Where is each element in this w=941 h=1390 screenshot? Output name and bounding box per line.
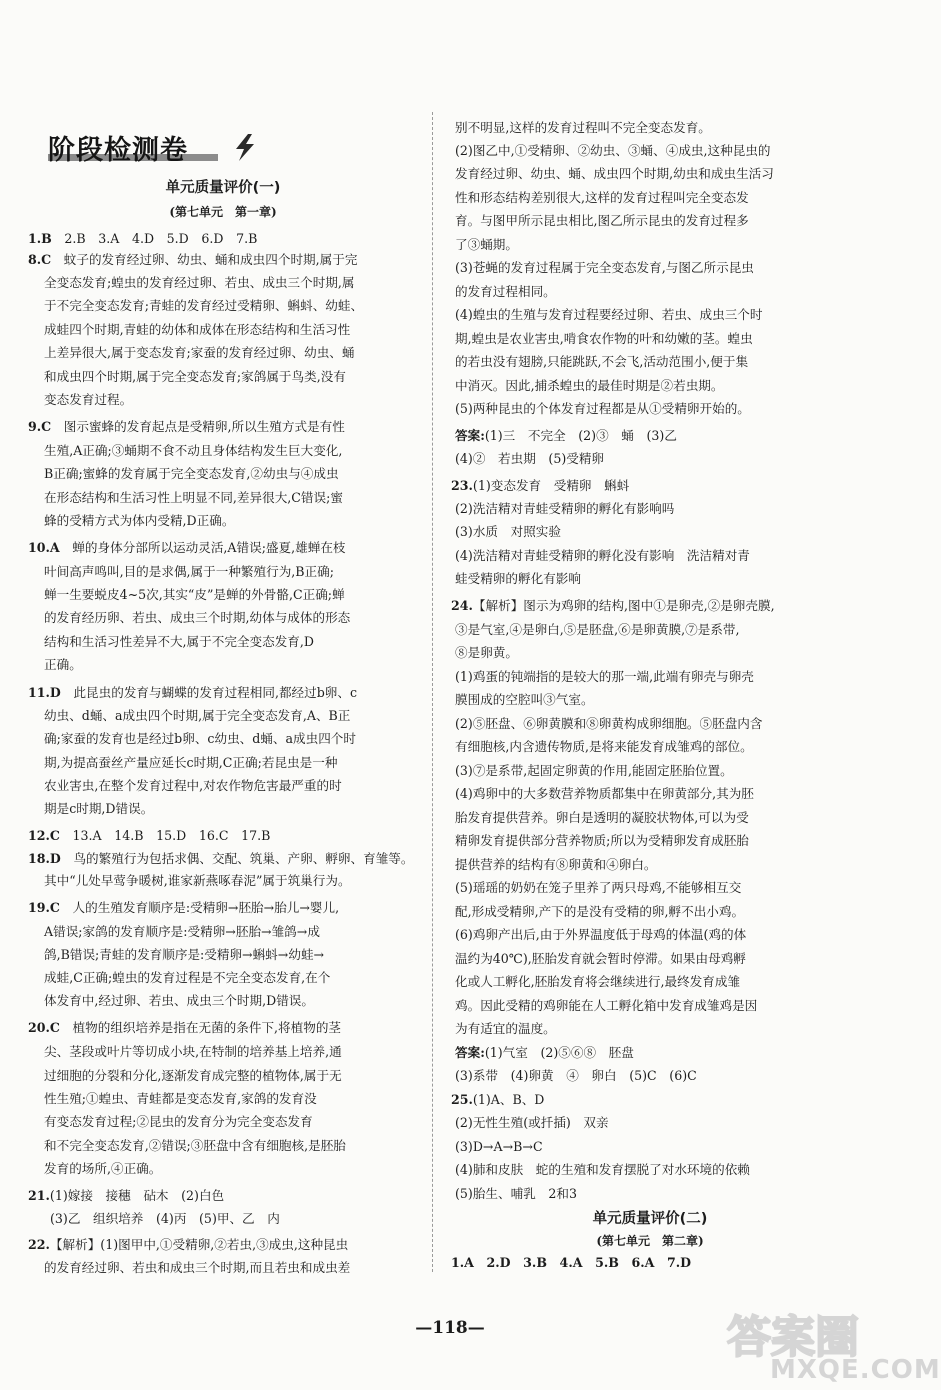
column-divider [432, 112, 433, 1272]
right-text-line: ⑧是卵黄。 [455, 645, 518, 660]
page-number: —118— [415, 1318, 485, 1338]
right-text-line: (5)瑶瑶的奶奶在笼子里养了两只母鸡,不能够相互交 [455, 880, 742, 895]
right-text-line: 为有适宜的温度。 [455, 1021, 556, 1036]
left-text-line: 尖、茎段或叶片等切成小块,在特制的培养基上培养,通 [44, 1044, 342, 1059]
left-text-line: 有变态发育过程;②昆虫的发育分为完全变态发育 [44, 1114, 313, 1129]
left-text-line: 18.D 鸟的繁殖行为包括求偶、交配、筑巢、产卵、孵卵、育雏等。 [28, 851, 414, 866]
left-text-line: 成蛙,C正确;蝗虫的发育过程是不完全变态发育,在个 [44, 970, 331, 985]
right-text-line: 答案:(1)气室 (2)⑤⑥⑧ 胚盘 [455, 1045, 634, 1060]
left-text-line: 9.C 图示蜜蜂的发育起点是受精卵,所以生殖方式是有性 [28, 419, 345, 434]
left-text-line: 幼虫、d蛹、a成虫四个时期,属于完全变态发育,A、B正 [44, 708, 351, 723]
right-text-line: (4)蝗虫的生殖与发育过程要经过卵、若虫、成虫三个时 [455, 307, 763, 322]
section1-title: 单元质量评价(一) [165, 180, 281, 196]
left-text-line: 体发育中,经过卵、若虫、成虫三个时期,D错误。 [44, 993, 314, 1008]
right-text-line: (5)两种昆虫的个体发育过程都是从①受精卵开始的。 [455, 401, 750, 416]
left-text-line: 过细胞的分裂和分化,逐渐发育成完整的植物体,属于无 [44, 1068, 342, 1083]
svg-text:答案圈: 答案圈 [727, 1312, 859, 1363]
right-text-line: (2)无性生殖(或扦插) 双亲 [455, 1115, 609, 1130]
left-text-line: 期,为提高蚕丝产量应延长c时期,C正确;若昆虫是一种 [44, 755, 338, 770]
right-text-line: 的发育过程相同。 [455, 284, 556, 299]
left-text-line: 发育的场所,④正确。 [44, 1161, 162, 1176]
left-text-line: 21.(1)嫁接 接穗 砧木 (2)白色 [28, 1188, 225, 1203]
left-text-line: 鸽,B错误;青蛙的发育顺序是:受精卵→蝌蚪→幼蛙→ [44, 947, 325, 962]
right-text-line: (2)图乙中,①受精卵、②幼虫、③蛹、④成虫,这种昆虫的 [455, 143, 771, 158]
section2-subtitle: (第七单元 第二章) [596, 1234, 704, 1248]
left-text-line: 19.C 人的生殖发育顺序是:受精卵→胚胎→胎儿→婴儿, [28, 900, 340, 915]
right-text-line: 温约为40℃),胚胎发育就会暂时停滞。如果由母鸡孵 [455, 951, 746, 966]
right-text-line: (6)鸡卵产出后,由于外界温度低于母鸡的体温(鸡的体 [455, 927, 747, 942]
left-text-line: (3)乙 组织培养 (4)丙 (5)甲、乙 内 [50, 1211, 280, 1226]
right-text-line: (4)鸡卵中的大多数营养物质都集中在卵黄部分,其为胚 [455, 786, 754, 801]
right-text-line: 答案:(1)三 不完全 (2)③ 蛹 (3)乙 [455, 428, 677, 443]
left-text-line: 8.C 蚊子的发育经过卵、幼虫、蛹和成虫四个时期,属于完 [28, 252, 358, 267]
left-text-line: 蝉一生要蜕皮4~5次,其实“皮”是蝉的外骨骼,C正确;蝉 [44, 587, 345, 602]
right-text-line: 胎发育提供营养。卵白是透明的凝胶状物体,可以为受 [455, 810, 749, 825]
right-text-line: (4)肺和皮肤 蛇的生殖和发育摆脱了对水环境的依赖 [455, 1162, 750, 1177]
left-text-line: 变态发育过程。 [44, 392, 133, 407]
left-text-line: 蜂的受精方式为体内受精,D正确。 [44, 513, 235, 528]
left-text-line: 成蛙四个时期,青蛙的幼体和成体在形态结构和生活习性 [44, 322, 351, 337]
right-text-line: (3)D→A→B→C [455, 1139, 543, 1154]
section2-title: 单元质量评价(二) [592, 1211, 708, 1227]
section-header [48, 128, 253, 168]
section2-answers: 1.A 2.D 3.B 4.A 5.B 6.A 7.D [451, 1255, 692, 1270]
watermark-url: MXQE.COM [770, 1355, 941, 1385]
left-text-line: 和成虫四个时期,属于完全变态发育;家鸽属于鸟类,没有 [44, 369, 346, 384]
left-text-line: 全变态发育;蝗虫的发育经过卵、若虫、成虫三个时期,属 [44, 275, 355, 290]
left-text-line: 于不完全变态发育;青蛙的发育经过受精卵、蝌蚪、幼蛙、 [44, 298, 364, 313]
right-text-line: 中消灭。因此,捕杀蝗虫的最佳时期是②若虫期。 [455, 378, 724, 393]
right-text-line: ③是气室,④是卵白,⑤是胚盘,⑥是卵黄膜,⑦是系带, [455, 622, 740, 637]
right-text-line: 有细胞核,内含遗传物质,是将来能发育成雏鸡的部位。 [455, 739, 753, 754]
left-text-line: 20.C 植物的组织培养是指在无菌的条件下,将植物的茎 [28, 1020, 342, 1035]
left-text-line: 农业害虫,在整个发育过程中,对农作物危害最严重的时 [44, 778, 342, 793]
right-text-line: (1)鸡蛋的钝端指的是较大的那一端,此端有卵壳与卵壳 [455, 669, 754, 684]
right-text-line: 的若虫没有翅膀,只能跳跃,不会飞,活动范围小,便于集 [455, 354, 749, 369]
lightning-icon [230, 132, 260, 162]
left-text-line: 1.B 2.B 3.A 4.D 5.D 6.D 7.B [28, 231, 258, 246]
left-text-line: 11.D 此昆虫的发育与蝴蝶的发育过程相同,都经过b卵、c [28, 685, 358, 700]
left-text-line: 期是c时期,D错误。 [44, 801, 154, 816]
right-text-line: (3)系带 (4)卵黄 ④ 卵白 (5)C (6)C [455, 1068, 697, 1083]
right-text-line: (3)⑦是系带,起固定卵黄的作用,能固定胚胎位置。 [455, 763, 733, 778]
left-text-line: 生殖,A正确;③蛹期不食不动且身体结构发生巨大变化, [44, 443, 343, 458]
left-text-line: 正确。 [44, 657, 82, 672]
right-text-line: 别不明显,这样的发育过程叫不完全变态发育。 [455, 120, 711, 135]
left-text-line: 的发育经过卵、若虫和成虫三个时期,而且若虫和成虫差 [44, 1260, 351, 1275]
left-text-line: 在形态结构和生活习性上明显不同,差异很大,C错误;蜜 [44, 490, 343, 505]
right-text-line: 鸡。因此受精的鸡卵能在人工孵化箱中发育成雏鸡是因 [455, 998, 758, 1013]
right-text-line: (3)水质 对照实验 [455, 524, 561, 539]
right-text-line: (4)② 若虫期 (5)受精卵 [455, 451, 605, 466]
header-title: 阶段检测卷 [48, 135, 188, 166]
right-text-line: 膜围成的空腔叫③气室。 [455, 692, 594, 707]
right-text-line: (2)⑤胚盘、⑥卵黄膜和⑧卵黄构成卵细胞。⑤胚盘内含 [455, 716, 763, 731]
left-text-line: 12.C 13.A 14.B 15.D 16.C 17.B [28, 828, 271, 843]
right-text-line: 精卵发育提供部分营养物质;所以为受精卵发育成胚胎 [455, 833, 749, 848]
section1-subtitle: (第七单元 第一章) [169, 205, 277, 219]
left-text-line: 叶间高声鸣叫,目的是求偶,属于一种繁殖行为,B正确; [44, 564, 334, 579]
right-text-line: 性和形态结构差别很大,这样的发育过程叫完全变态发 [455, 190, 749, 205]
right-text-line: 25.(1)A、B、D [451, 1092, 545, 1107]
left-text-line: 性生殖;①蝗虫、青蛙都是变态发育,家鸽的发育没 [44, 1091, 317, 1106]
right-text-line: 配,形成受精卵,产下的是没有受精的卵,孵不出小鸡。 [455, 904, 745, 919]
left-text-line: 其中“儿处早莺争暖树,谁家新燕啄春泥”属于筑巢行为。 [44, 873, 351, 888]
right-text-line: (3)苍蝇的发育过程属于完全变态发育,与图乙所示昆虫 [455, 260, 754, 275]
left-text-line: 确;家蚕的发育也是经过b卵、c幼虫、d蛹、a成虫四个时 [44, 731, 356, 746]
right-text-line: 育。与图甲所示昆虫相比,图乙所示昆虫的发育过程多 [455, 213, 749, 228]
right-text-line: 发育经过卵、幼虫、蛹、成虫四个时期,幼虫和成虫生活习 [455, 166, 774, 181]
right-text-line: 化或人工孵化,胚胎发育将会继续进行,最终发育成雏 [455, 974, 741, 989]
right-text-line: 蛙受精卵的孵化有影响 [455, 571, 581, 586]
right-text-line: 提供营养的结构有⑧卵黄和④卵白。 [455, 857, 657, 872]
right-text-line: 23.(1)变态发育 受精卵 蝌蚪 [451, 478, 630, 493]
left-text-line: 10.A 蝉的身体分部所以运动灵活,A错误;盛夏,雄蝉在枝 [28, 540, 346, 555]
right-text-line: 期,蝗虫是农业害虫,啃食农作物的叶和幼嫩的茎。蝗虫 [455, 331, 753, 346]
left-text-line: 22.【解析】(1)图甲中,①受精卵,②若虫,③成虫,这种昆虫 [28, 1237, 349, 1252]
left-text-line: B正确;蜜蜂的发育属于完全变态发育,②幼虫与④成虫 [44, 466, 339, 481]
left-text-line: 和不完全变态发育,②错误;③胚盘中含有细胞核,是胚胎 [44, 1138, 346, 1153]
right-text-line: 24.【解析】图示为鸡卵的结构,图中①是卵壳,②是卵壳膜, [451, 598, 775, 613]
left-text-line: 结构和生活习性差异不大,属于不完全变态发育,D [44, 634, 314, 649]
left-text-line: 的发育经历卵、若虫、成虫三个时期,幼体与成体的形态 [44, 610, 351, 625]
right-text-line: (4)洗洁精对青蛙受精卵的孵化没有影响 洗洁精对青 [455, 548, 750, 563]
left-text-line: A错误;家鸽的发育顺序是:受精卵→胚胎→雏鸽→成 [44, 924, 320, 939]
right-text-line: 了③蛹期。 [455, 237, 518, 252]
right-text-line: (2)洗洁精对青蛙受精卵的孵化有影响吗 [455, 501, 675, 516]
left-text-line: 上差异很大,属于变态发育;家蚕的发育经过卵、幼虫、蛹 [44, 345, 355, 360]
right-text-line: (5)胎生、哺乳 2和3 [455, 1186, 578, 1201]
